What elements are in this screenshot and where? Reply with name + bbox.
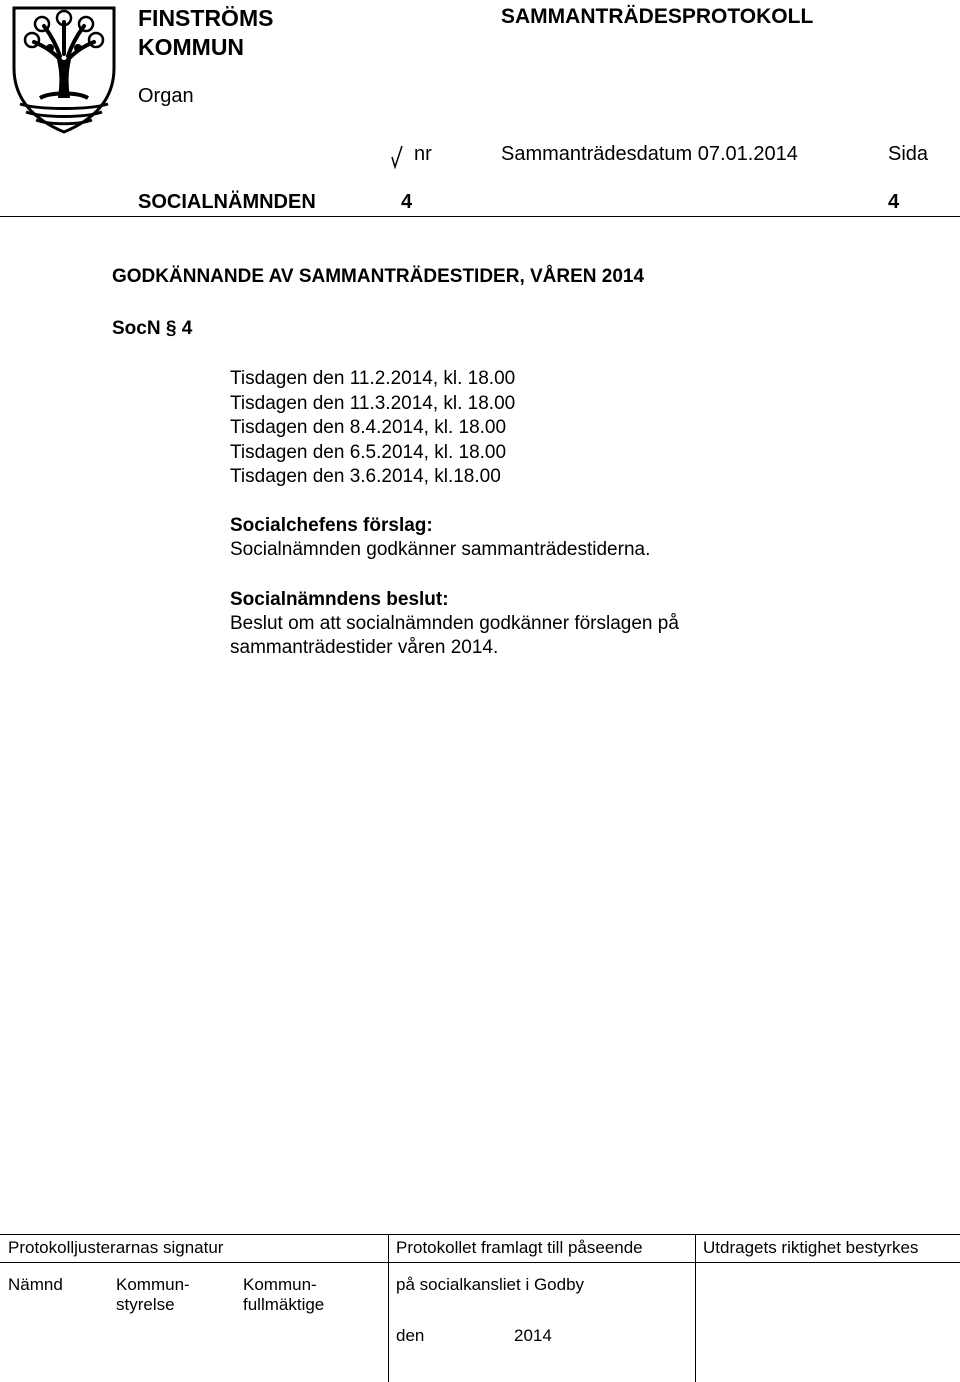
- meeting-date-item: Tisdagen den 11.2.2014, kl. 18.00: [230, 368, 516, 389]
- signature-footer: [0, 1234, 960, 1382]
- kommunstyrelse-column-label: Kommun- styrelse: [116, 1275, 190, 1314]
- nr-value: 4: [401, 191, 413, 213]
- nr-label: nr: [414, 143, 432, 165]
- municipality-name-line1: FINSTRÖMS: [138, 5, 274, 31]
- footer-header-rule: [0, 1262, 960, 1263]
- organ-name: SOCIALNÄMNDEN: [138, 191, 316, 213]
- organ-label: Organ: [138, 85, 194, 107]
- meeting-date-item: Tisdagen den 6.5.2014, kl. 18.00: [230, 441, 507, 463]
- paragraph-reference: SocN § 4: [112, 318, 193, 339]
- header-divider: [0, 216, 960, 217]
- kommunfullmaktige-column-label: Kommun- fullmäktige: [243, 1275, 325, 1314]
- municipal-crest-logo: [10, 6, 118, 134]
- meeting-date-item: Tisdagen den 8.4.2014, kl. 18.00: [230, 417, 507, 439]
- municipality-name: [138, 4, 273, 62]
- decision-label: Socialnämndens beslut:: [230, 589, 449, 610]
- page-label: Sida: [888, 143, 929, 165]
- meeting-date-item: Tisdagen den 3.6.2014, kl.18.00: [230, 466, 501, 488]
- section-heading: GODKÄNNANDE AV SAMMANTRÄDESTIDER, VÅREN 2014: [112, 266, 645, 287]
- meeting-date-item: Tisdagen den 11.3.2014, kl. 18.00: [230, 392, 516, 414]
- signature-header: Protokolljusterarnas signatur: [8, 1238, 224, 1257]
- proposal-text: Socialnämnden godkänner sammanträdestiderna.: [230, 539, 651, 560]
- page-value: 4: [888, 191, 900, 213]
- display-date-year: 2014: [514, 1326, 552, 1345]
- display-place: på socialkansliet i Godby: [396, 1275, 585, 1294]
- proposal-label: Socialchefens förslag:: [230, 515, 433, 536]
- extract-header: Utdragets riktighet bestyrkes: [703, 1238, 919, 1257]
- proposal-section: [230, 514, 650, 562]
- footer-top-rule: [0, 1234, 960, 1235]
- decision-text-line2: sammanträdestider våren 2014.: [230, 637, 499, 658]
- namnd-column-label: Nämnd: [8, 1275, 63, 1294]
- meeting-dates-list: [230, 367, 515, 490]
- check-mark-icon: [391, 143, 403, 169]
- decision-section: [230, 588, 679, 660]
- municipality-name-line2: KOMMUN: [138, 34, 245, 60]
- footer-divider-2: [695, 1234, 696, 1382]
- display-header: Protokollet framlagt till påseende: [396, 1238, 643, 1257]
- meeting-date-label: Sammanträdesdatum 07.01.2014: [501, 143, 798, 165]
- footer-divider-1: [388, 1234, 389, 1382]
- decision-text-line1: Beslut om att socialnämnden godkänner förslagen på: [230, 613, 679, 634]
- display-date-den: den: [396, 1326, 425, 1345]
- document-title: SAMMANTRÄDESPROTOKOLL: [501, 5, 814, 28]
